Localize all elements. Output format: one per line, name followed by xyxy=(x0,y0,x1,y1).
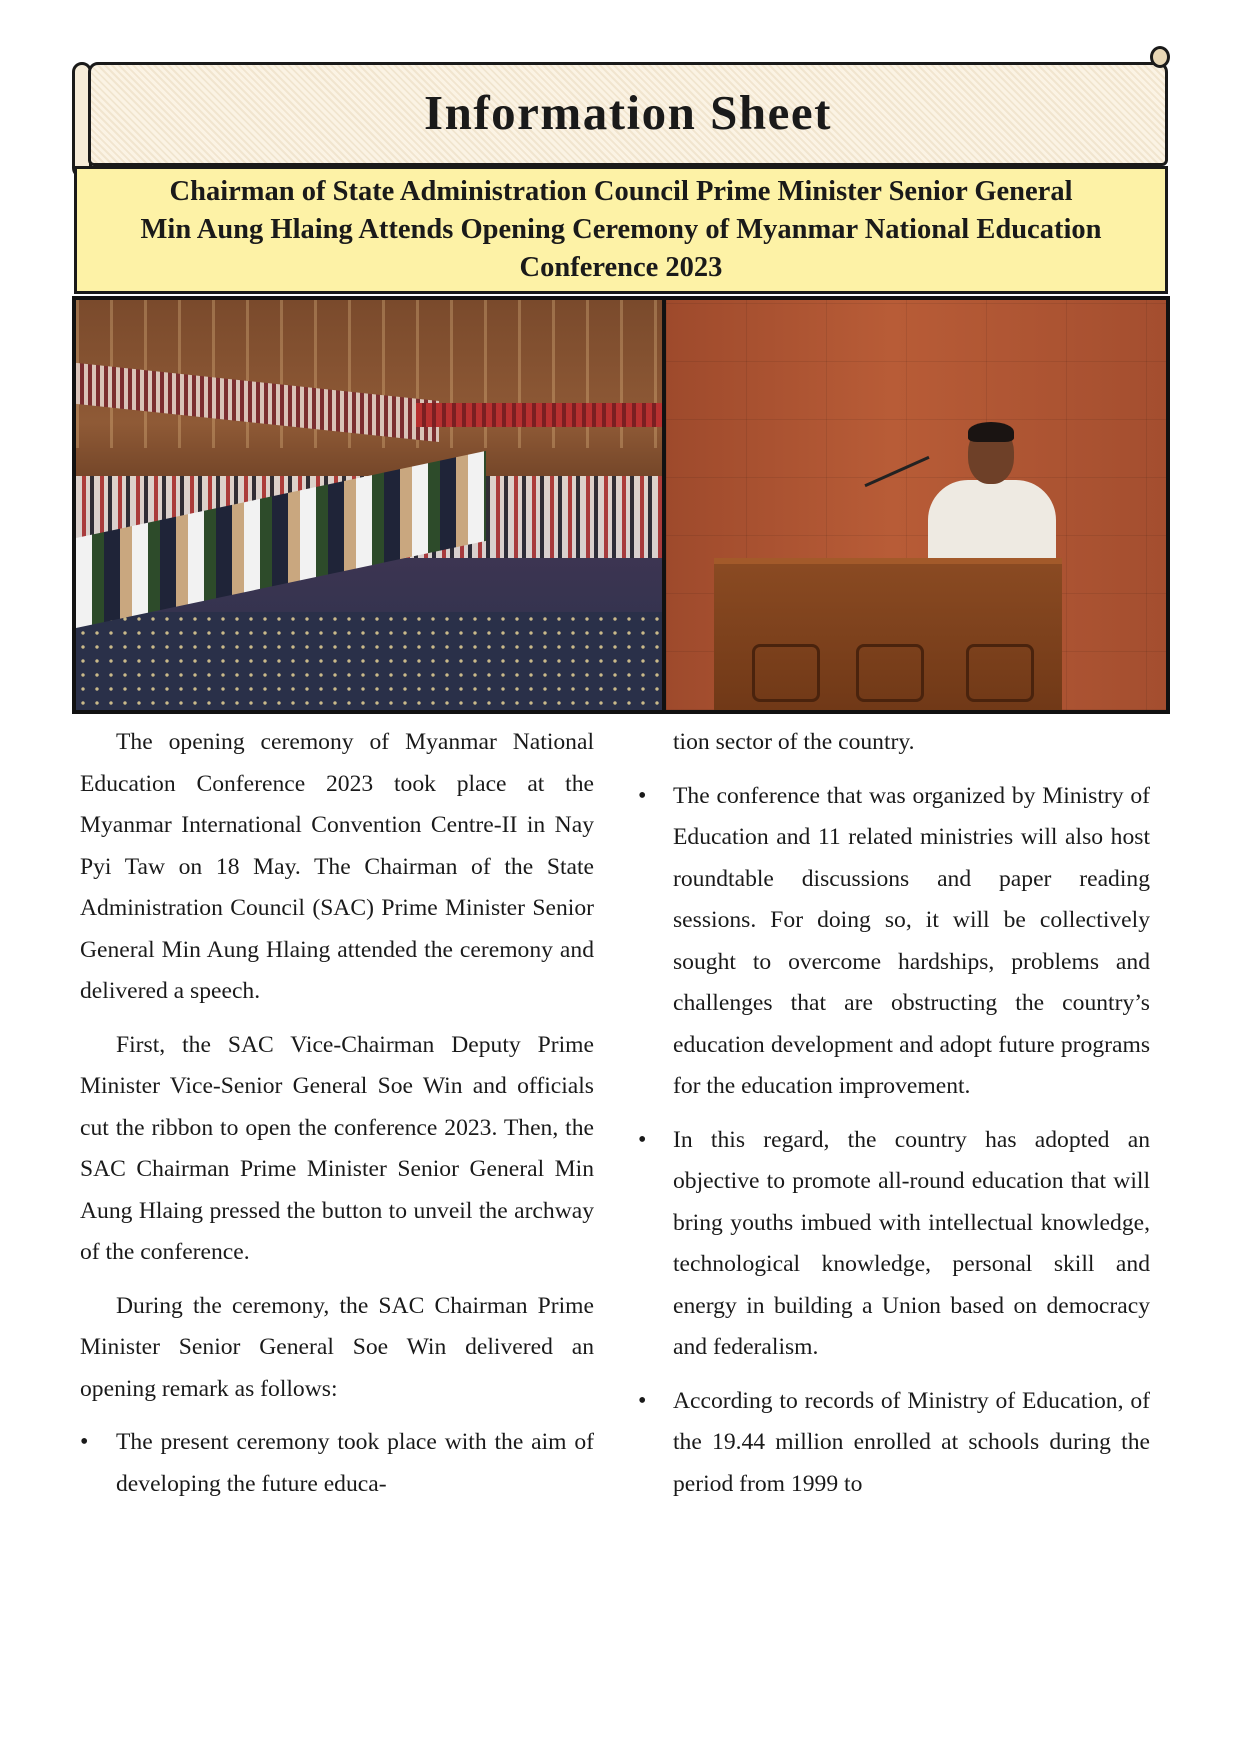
headline-box xyxy=(74,166,1168,294)
headline-line-1: Chairman of State Administration Council Prime Minister Senior General xyxy=(169,176,1073,207)
bullet-item: • The conference that was organized by Ministry of Education and 11 related ministries will also host roundtable discussions and paper reading sessions. For doing so, it will be collectively sought to overcome hardships, problems and challenges that are obstructing the country’s education development and adopt future programs for the education improvement. xyxy=(638,776,1150,1108)
scroll-curl-right xyxy=(1150,46,1170,68)
photo-strip xyxy=(72,296,1170,714)
bullet-list-left xyxy=(80,1422,594,1505)
conference-hall-photo xyxy=(76,300,662,710)
bullet-item: • The present ceremony took place with the aim of developing the future educa- xyxy=(80,1422,594,1505)
continuation-text: tion sector of the country. xyxy=(673,729,915,755)
headline-line-2: Min Aung Hlaing Attends Opening Ceremony of Myanmar National Education xyxy=(140,214,1102,245)
bullet-item: • In this regard, the country has adopted an objective to promote all-round education that will bring youths imbued with intellectual knowledge, technological knowledge, personal skill and energy in building a Union based on democracy and federalism. xyxy=(638,1120,1150,1369)
left-column xyxy=(80,722,594,1517)
bullet-item: • According to records of Ministry of Education, of the 19.44 million enrolled at schools during the period from 1999 to xyxy=(638,1381,1150,1506)
paragraph-opening: The opening ceremony of Myanmar National Education Conference 2023 took place at the Myanmar International Convention Centre-II in Nay Pyi Taw on 18 May. The Chairman of the State Administration Council (SAC) Prime Minister Senior General Min Aung Hlaing attended the ceremony and delivered a speech. xyxy=(80,729,594,1004)
paragraph-remarks: During the ceremony, the SAC Chairman Prime Minister Senior General Soe Win delivered an opening remark as follows: xyxy=(80,1292,594,1402)
page-title: Information Sheet xyxy=(424,85,832,140)
speaker-podium-photo xyxy=(666,300,1166,710)
headline-line-3: Conference 2023 xyxy=(519,252,723,283)
right-column xyxy=(638,722,1150,1517)
bullet-list-right xyxy=(638,776,1150,1506)
headline xyxy=(135,173,1108,287)
paragraph-ribbon: First, the SAC Vice-Chairman Deputy Prime Minister Vice-Senior General Soe Win and officials cut the ribbon to open the conference 2023. Then, the SAC Chairman Prime Minister Senior General Min Aung Hlaing pressed the button to unveil the archway of the conference. xyxy=(80,1031,594,1265)
